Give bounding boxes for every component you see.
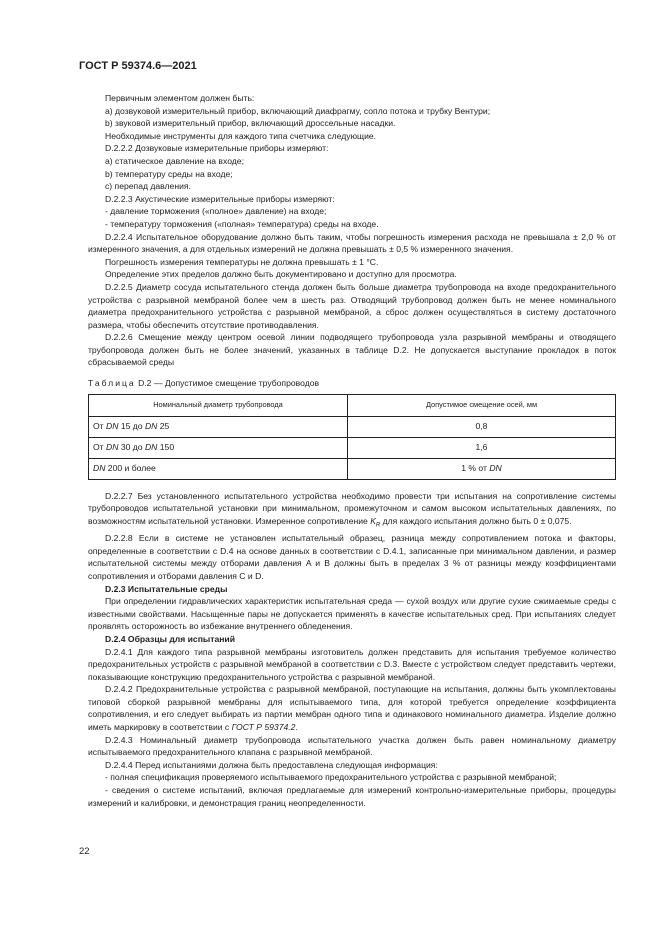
paragraph: Погрешность измерения температуры не должна превышать ± 1 °С. (105, 256, 379, 267)
paragraph: - давление торможения («полное» давление) на входе; (105, 206, 327, 217)
paragraph: D.2.4.2 Предохранительные устройства с разрывной мембраной, поступающие на испытания, должны быть укомплектованы типовой сборкой разрывной мембраны для испытываемого типа, для которой требуется определение коэффициента сопротивления, и его следует выбирать из партии мембран одного типа и одинакового номинального диаметра. Изделие должно иметь маркировку в соответствии с ГОСТ Р 59374.2. (88, 684, 616, 733)
table-caption-word: Таблица (88, 378, 136, 389)
document-body (88, 92, 616, 809)
paragraph: D.2.2.7 Без установленного испытательного устройства необходимо провести три испытания на сопротивление системы трубопроводов испытательной установки при минимальном, промежуточном и самом высоком испытательных давлениях, по возможностям испытательной установки. Измеренное сопротивление $K_R$ для каждого испытания должно быть 0 ± 0,075. (88, 490, 616, 529)
paragraph: c) перепад давления. (105, 181, 191, 192)
page-number: 22 (79, 846, 90, 857)
paragraph: При определении гидравлических характеристик испытательная среда — сухой воздух или другие сухие сжимаемые среды с известными свойствами. Насыщенные пары не допускается применять в качестве испытательных сред. При испытаниях следует проявлять осторожность во избежание внутреннего обледенения. (88, 596, 616, 632)
table-cell-offset: 0,8 (348, 416, 616, 437)
table-cell-diameter: От DN 15 до DN 25 (89, 416, 348, 437)
paragraph: D.2.4.1 Для каждого типа разрывной мембраны изготовитель должен представить для испытания требуемое количество предохранительных устройств с разрывной мембраной в соответствии с D.3. Вместе с устройством следует представить чертежи, показывающие конструкцию предохранительного устройства с разрывной мембраной. (88, 646, 616, 682)
table-row (89, 458, 616, 479)
paragraph: D.2.2.4 Испытательное оборудование должно быть таким, чтобы погрешность измерения расхода не превышала ± 2,0 % от измеренного значения, а для отдельных измерений не должна превышать ± 0,5 % измеренного значения. (88, 231, 616, 255)
paragraph: - температуру торможения («полная» температура) среды на входе. (105, 218, 379, 229)
paragraph: D.2.4.3 Номинальный диаметр трубопровода испытательного участка должен быть равен номинальному диаметру испытываемого предохранительного клапана с разрывной мембраной. (88, 734, 616, 758)
standard-reference: ГОСТ Р 59374.2 (231, 722, 296, 733)
paragraph: D.2.2.8 Если в системе не установлен испытательный образец, разница между сопротивлением потока и факторы, определенные в соответствии с D.4 на основе данных в соответствии с D.4.1, записанные при минимальном давлении, и размер испытательной системы между отборами давления A и B должны быть в пределах 3 % от разницы между коэффициентами сопротивления и отборами давления C и D. (88, 533, 616, 581)
paragraph: D.2.2.3 Акустические измерительные приборы измеряют: (105, 193, 335, 204)
table-cell-diameter: DN 200 и более (89, 458, 348, 479)
paragraph: D.2.2.2 Дозвуковые измерительные приборы измеряют: (105, 143, 329, 154)
paragraph: a) дозвуковой измерительный прибор, включающий диафрагму, сопло потока и трубку Вентури; (105, 105, 491, 116)
offset-table (88, 394, 616, 480)
paragraph: - сведения о системе испытаний, включая предлагаемые для измерений контрольно-измерительные приборы, процедуры измерений и калибровки, и демонстрация границ неопределенности. (88, 785, 616, 808)
table-row (89, 416, 616, 437)
paragraph: Определение этих пределов должно быть документировано и доступно для просмотра. (105, 269, 457, 280)
paragraph: Необходимые инструменты для каждого типа счетчика следующие. (105, 130, 377, 141)
table-header-row (89, 394, 616, 416)
paragraph: - полная спецификация проверяемого испытываемого предохранительного устройства с разрывной мембраной; (105, 772, 557, 783)
paragraph: D.2.4.4 Перед испытаниями должна быть предоставлена следующая информация: (105, 759, 438, 770)
section-heading: D.2.3 Испытательные среды (105, 583, 228, 594)
paragraph: D.2.2.6 Смещение между центром осевой линии подводящего трубопровода узла разрывной мембраны и отводящего трубопровода должен быть не более значений, указанных в таблице D.2. Не допускается выступание прокладок в поток сбрасываемой среды (88, 332, 616, 368)
table-caption (88, 377, 616, 390)
paragraph: D.2.2.5 Диаметр сосуда испытательного стенда должен быть больше диаметра трубопровода на входе предохранительного устройства с разрывной мембраной более чем в шесть раз. Отводящий трубопровод должен быть не менее номинального диаметра предохранительного устройства с разрывной мембраной, а сброс должен осуществляться в систему достаточного размера, чтобы обеспечить отсутствие противодавления. (88, 281, 616, 330)
paragraph: Первичным элементом должен быть: (105, 93, 255, 103)
column-header-diameter: Номинальный диаметр трубопровода (89, 394, 348, 416)
section-heading: D.2.4 Образцы для испытаний (105, 633, 235, 644)
table-cell-offset: 1 % от DN (348, 458, 616, 479)
paragraph: b) звуковой измерительный прибор, включающий дроссельные насадки. (105, 118, 396, 129)
document-header: ГОСТ Р 59374.6—2021 (79, 60, 197, 72)
table-row (89, 437, 616, 458)
column-header-offset: Допустимое смещение осей, мм (348, 394, 616, 416)
paragraph: a) статическое давление на входе; (105, 155, 244, 166)
table-cell-diameter: От DN 30 до DN 150 (89, 437, 348, 458)
paragraph: b) температуру среды на входе; (105, 168, 233, 179)
table-cell-offset: 1,6 (348, 437, 616, 458)
table-caption-text: D.2 — Допустимое смещение трубопроводов (135, 378, 320, 389)
